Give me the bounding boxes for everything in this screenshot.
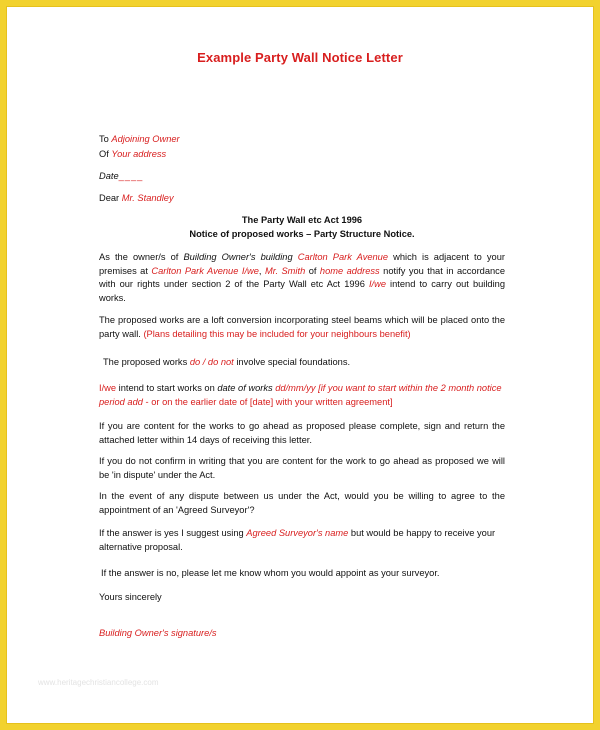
- paragraph-start-date: [99, 382, 505, 409]
- text-run: which is adjacent to your premises at: [99, 252, 505, 276]
- signature-line: Building Owner's signature/s: [99, 628, 217, 638]
- document-title: Example Party Wall Notice Letter: [197, 50, 403, 65]
- of-value: Your address: [111, 149, 167, 159]
- notice-title: Notice of proposed works – Party Structure Notice.: [189, 228, 415, 239]
- text-run: Mr. Smith: [264, 265, 306, 276]
- of-line: [99, 148, 505, 162]
- text-run: I/we: [99, 383, 117, 393]
- text-run: The proposed works: [103, 357, 190, 367]
- paragraph-content: If you are content for the works to go ahead as proposed please complete, sign and return the attached letter within 14 days of receiving this letter.: [99, 421, 505, 445]
- to-value: Adjoining Owner: [111, 134, 180, 144]
- text-run: do / do not: [189, 357, 234, 367]
- text-run: home address: [319, 265, 380, 276]
- paragraph-proposed-works: [99, 314, 505, 341]
- text-run: Building Owner's building: [183, 252, 293, 262]
- paragraph-ownership: [99, 251, 505, 305]
- dear-value: Mr. Standley: [121, 193, 174, 203]
- text-run: intend to start works on: [116, 383, 218, 393]
- text-run: notify you that in accordance with our rights under section 2 of the Party Wall etc Act 1996: [99, 265, 506, 290]
- act-title: The Party Wall etc Act 1996: [241, 215, 363, 225]
- paragraph-dispute: If you do not confirm in writing that you are content for the work to go ahead as proposed we will be 'in dispute' under the Act.: [99, 456, 505, 480]
- text-run: but would be happy to receive your alternative proposal.: [99, 528, 496, 552]
- text-run: If the answer is yes I suggest using: [99, 528, 247, 538]
- text-run: - or on the earlier date of [date] with your written agreement]: [142, 396, 393, 407]
- text-run: (Plans detailing this may be included for your neighbours benefit): [143, 328, 411, 339]
- text-run: involve special foundations.: [233, 357, 351, 367]
- text-run: Agreed Surveyor's name: [246, 528, 349, 538]
- text-run: date of works: [217, 383, 273, 393]
- text-run: Carlton Park Avenue I/we: [151, 265, 259, 276]
- of-label: Of: [99, 149, 109, 159]
- text-run: [if you want to start within the 2 month notice period add: [99, 383, 502, 407]
- dear-label: Dear: [99, 193, 120, 203]
- text-run: I/we: [368, 279, 386, 290]
- date-blank: ____: [118, 171, 144, 181]
- paragraph-surveyor-yes: [99, 527, 505, 554]
- paragraph-foundations: [103, 356, 509, 370]
- date-line: [99, 170, 505, 184]
- text-run: Carlton Park Avenue: [292, 252, 389, 262]
- paragraph-surveyor-no: If the answer is no, please let me know whom you would appoint as your surveyor.: [101, 568, 440, 578]
- paragraph-agreed-surveyor: In the event of any dispute between us under the Act, would you be willing to agree to the appointment of an 'Agreed Surveyor'?: [99, 491, 505, 515]
- text-run: intend to carry out building works.: [99, 279, 505, 303]
- text-run: of: [305, 265, 320, 276]
- watermark: www.heritagechristiancollege.com: [38, 678, 159, 687]
- to-label: To: [99, 134, 109, 144]
- salutation: [99, 192, 505, 206]
- text-run: As the owner/s of: [99, 252, 184, 262]
- text-run: ,: [258, 265, 265, 276]
- to-line: [99, 133, 505, 147]
- act-heading: [99, 214, 505, 241]
- date-label: Date: [99, 171, 119, 181]
- closing: Yours sincerely: [99, 592, 162, 602]
- text-run: dd/mm/yy: [272, 383, 316, 393]
- text-run: The proposed works are a loft conversion incorporating steel beams which will be placed onto the party wall.: [99, 315, 505, 339]
